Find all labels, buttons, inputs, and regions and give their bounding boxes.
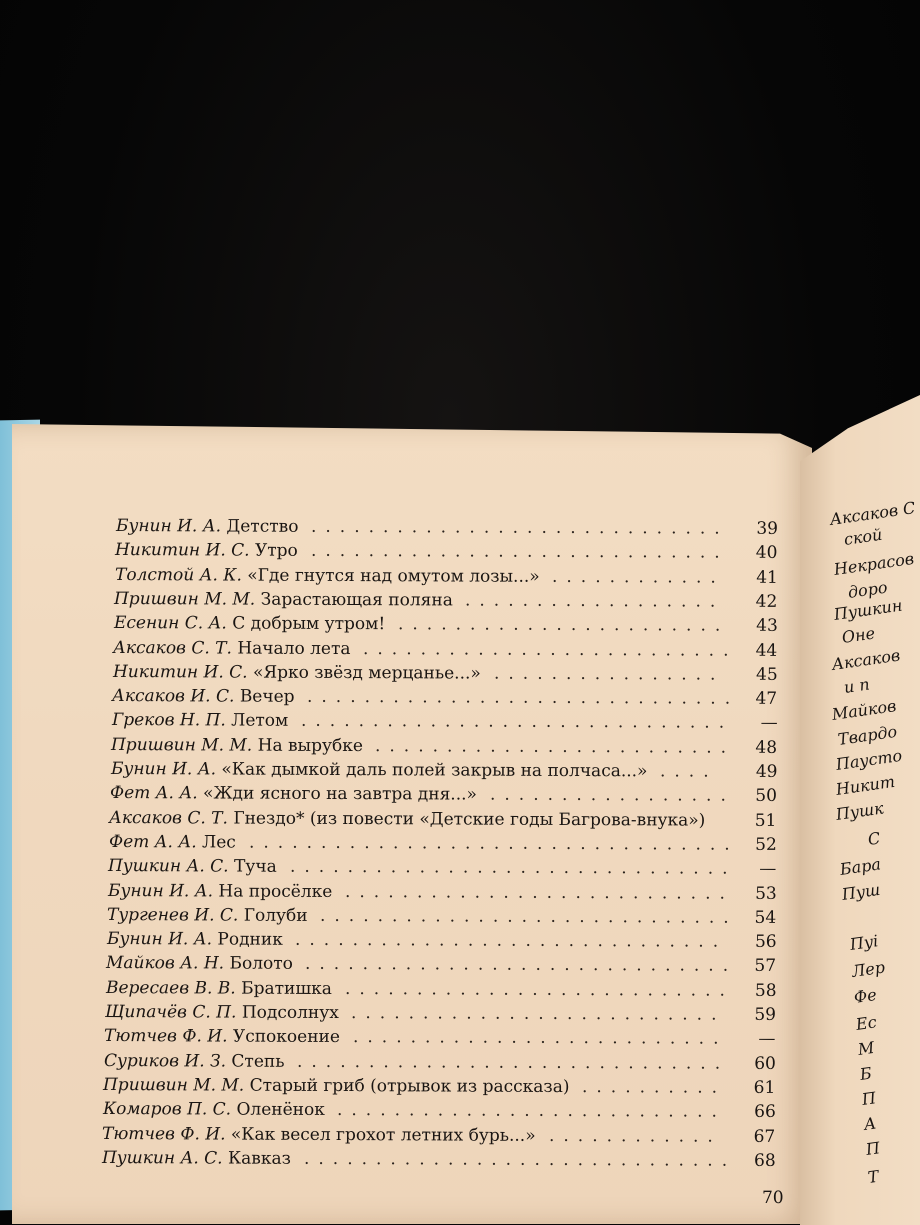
leader-dots: .............................. [297,1051,728,1073]
toc-title: Утро [255,541,298,561]
leader-dots: .......................... [351,1003,728,1025]
leader-dots: ............ [552,567,730,588]
toc-author: Фет А. А. [110,783,198,803]
right-page-fragment: и п [843,675,871,697]
right-page-fragment: А [863,1113,878,1134]
leader-dots: ............ [549,1125,727,1146]
toc-author: Есенин С. А. [114,613,227,633]
right-page-fragment: П [865,1138,881,1159]
toc-title: Зарастающая поляна [261,590,453,611]
right-page-fragment: Майков [831,696,898,724]
toc-author: Тургенев И. С. [107,905,238,926]
leader-dots: ............................. [320,906,728,928]
toc-author: Фет А. А. [109,832,197,852]
toc-page-number: 57 [736,956,776,976]
toc-page-number: 42 [738,592,778,612]
leader-dots: ........................... [345,979,729,1001]
leader-dots: ......................... [375,736,729,758]
right-page-fragment: Паусто [835,746,904,774]
right-page-fragment: Фе [853,985,878,1007]
right-page-fragment: Аксаков [831,646,902,674]
leader-dots: ................ [494,663,730,684]
toc-author: Тютчев Ф. И. [104,1026,228,1047]
toc-entry [107,929,777,956]
toc-entry [107,905,776,932]
toc-page-number: 51 [737,810,777,830]
toc-author: Комаров П. С. [103,1099,231,1120]
toc-entry [109,832,777,859]
toc-author: Бунин И. А. [110,759,215,779]
leader-dots: .............................. [307,687,729,709]
leader-dots: .............................. [301,711,730,733]
toc-author: Бунин И. А. [107,929,212,949]
toc-title: Кавказ [228,1148,291,1168]
toc-title: На вырубке [258,735,363,755]
toc-entry [105,1002,776,1029]
toc-title: Братишка [241,978,332,998]
toc-author: Аксаков С. Т. [109,808,228,829]
right-page-fragment: ской [843,525,884,549]
toc-page-number: 48 [737,737,777,757]
leader-dots: ........................... [337,1100,728,1122]
leader-dots: .............................. [305,954,728,976]
leader-dots: .... [659,761,729,781]
toc-page-number: 40 [738,543,778,563]
toc-author: Никитин И. С. [113,662,248,683]
right-page-fragment: Твардо [837,722,899,749]
toc-entry [109,808,776,835]
toc-author: Пушкин А. С. [102,1148,223,1169]
leader-dots: .................. [465,590,729,611]
toc-page-number: 39 [738,519,778,539]
toc-page-number: 60 [736,1053,776,1073]
toc-page-number: 52 [737,835,777,855]
toc-author: Аксаков С. Т. [113,638,232,659]
toc-page-number: 49 [737,762,777,782]
toc-title: Успокоение [233,1027,340,1047]
toc-entry [115,540,778,567]
toc-page-number: 41 [738,567,778,587]
toc-page-number: 68 [735,1151,775,1171]
toc-title: На просёлке [218,881,332,901]
toc-title: Болото [230,954,293,974]
toc-entry [108,856,776,883]
toc-page-number: 67 [735,1126,775,1146]
toc-page-number: 58 [736,980,776,1000]
toc-author: Пришвин М. М. [114,589,255,610]
leader-dots: ................. [490,785,729,806]
toc-title: Лес [202,832,236,852]
toc-entry [102,1148,776,1175]
toc-entry [110,759,777,786]
toc-title: «Ярко звёзд мерцанье...» [253,662,481,683]
toc-entry [104,1026,776,1053]
toc-author: Пришвин М. М. [111,735,252,756]
toc-author: Бунин И. А. [108,881,213,901]
leader-dots: .......... [582,1077,727,1098]
leader-dots: .................................. [249,833,729,855]
right-page-fragment: Аксаков С [829,498,917,529]
leader-dots: .......................... [363,639,729,661]
right-page-fragment: Пуш [841,880,882,904]
toc-title: Подсолнух [242,1003,339,1023]
right-page-fragment: Пушкин [833,596,904,624]
toc-entry [114,589,777,616]
toc-title: Туча [234,857,277,877]
toc-page-number: 44 [737,640,777,660]
partial-page-number: 70 [762,1188,784,1212]
right-page-fragment: Пуі [849,931,880,954]
toc-author: Толстой А. К. [115,565,242,586]
toc-entry [104,1051,776,1078]
toc-entry [108,881,777,908]
toc-entry [102,1124,775,1151]
toc-title: «Где гнутся над омутом лозы...» [247,565,539,586]
toc-title: «Как весел грохот летних бурь...» [231,1124,536,1145]
toc-author: Вересаев В. В. [106,978,236,999]
toc-entry [112,710,778,737]
right-page-fragment: С [867,828,882,849]
toc-entry [115,565,778,592]
toc-title: Летом [231,711,288,731]
toc-author: Тютчев Ф. И. [102,1124,226,1145]
toc-entry [112,686,777,713]
right-page-fragment: П [861,1088,877,1109]
toc-entry [106,953,776,980]
toc-page-number: 47 [737,689,777,709]
toc-page-number: — [737,713,777,733]
toc-author: Греков Н. П. [112,710,226,730]
toc-title: «Как дымкой даль полей закрыв на полчаса...» [221,759,647,781]
toc-author: Аксаков И. С. [112,686,235,707]
toc-page-number: 59 [736,1005,776,1025]
right-page-fragment: Т [867,1167,880,1187]
leader-dots: .............................. [304,1149,728,1171]
toc-author: Майков А. Н. [106,953,224,974]
right-page-fragment: Никит [835,772,896,799]
right-page-fragment: М [857,1038,876,1059]
toc-page-number: 54 [736,908,776,928]
toc-entry [103,1099,776,1126]
right-page-fragment: доро [847,578,889,602]
toc-title: Гнездо* (из повести «Детские годы Багрова-внука») [234,808,706,830]
toc-title: Родник [217,930,283,950]
toc-page-number: 45 [737,665,777,685]
toc-author: Пришвин М. М. [103,1075,244,1096]
toc-page-number: 61 [736,1078,776,1098]
toc-title: Степь [231,1051,284,1071]
toc-author: Щипачёв С. П. [105,1002,237,1023]
toc-author: Суриков И. З. [104,1051,226,1072]
toc-title: Детство [226,516,298,536]
leader-dots: ....................... [398,614,730,635]
toc-title: Оленёнок [236,1100,324,1120]
toc-page-number: 56 [736,932,776,952]
leader-dots: .............................. [295,930,729,952]
right-page-text [810,0,900,1200]
right-page-fragment: Некрасов [833,549,916,579]
toc-title: Старый гриб (отрывок из рассказа) [250,1076,570,1097]
toc-entry [111,735,777,762]
toc-page-number: 66 [736,1102,776,1122]
right-page-fragment: Ес [855,1012,878,1034]
toc-entry [116,516,778,543]
toc-entry [105,978,776,1005]
toc-page-number: — [737,859,777,879]
right-page-fragment: Б [859,1063,873,1083]
toc-title: Вечер [240,687,295,707]
right-page-fragment: Пушк [835,798,885,823]
leader-dots: ............................... [290,857,728,879]
leader-dots: .......................... [353,1027,728,1049]
toc-page-number: 43 [738,616,778,636]
toc-title: С добрым утром! [232,614,385,635]
right-page-fragment: Оне [841,623,876,646]
leader-dots: ............................. [311,541,730,563]
toc-entry [103,1075,775,1102]
leader-dots: ........................... [345,882,729,904]
right-page-fragment: Лер [851,957,886,980]
right-page-fragment: Бара [839,854,882,879]
toc-entry [113,662,778,689]
toc-page-number: 50 [737,786,777,806]
toc-author: Никитин И. С. [115,540,250,561]
toc-entry [114,613,778,640]
toc-author: Бунин И. А. [116,516,221,536]
toc-author: Пушкин А. С. [108,856,229,877]
toc-page-number: 53 [736,883,776,903]
toc-title: Голуби [244,905,308,925]
leader-dots: ............................. [311,517,730,539]
toc-title: «Жди ясного на завтра дня...» [203,784,477,805]
toc-title: Начало лета [238,638,351,658]
toc-page-number: — [736,1029,776,1049]
toc-entry [110,783,777,810]
toc-entry [113,638,777,665]
